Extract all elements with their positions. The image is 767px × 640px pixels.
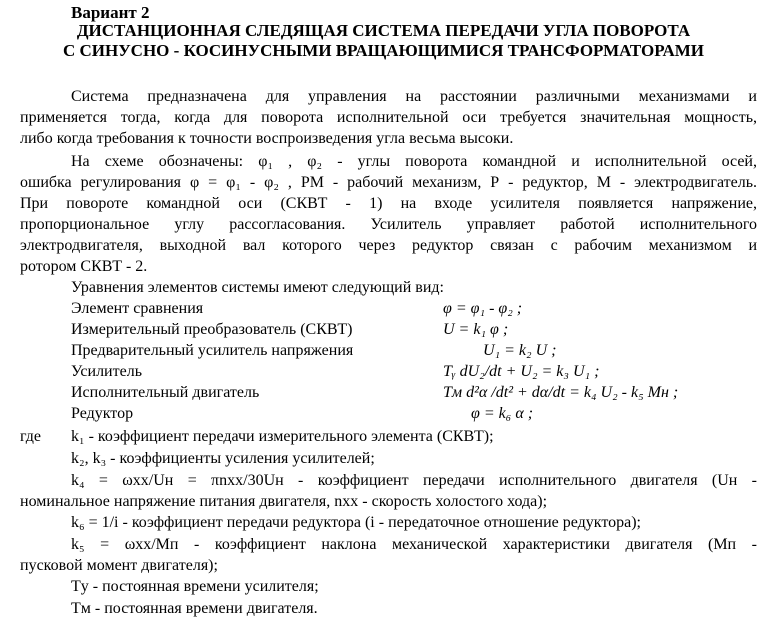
where-word: где bbox=[20, 428, 42, 445]
definition-k6: k₆ = 1/i - коэффициент передачи редуктора (i - передаточное отношение редуктора); bbox=[71, 514, 641, 531]
equation-label: Усилитель bbox=[71, 363, 142, 380]
intro-line: либо когда требования к точности воспроизведения угла весьма высоки. bbox=[20, 130, 514, 147]
equation-formula: Tм d²α /dt² + dα/dt = k₄ U₂ - k₅ Mн ; bbox=[443, 384, 679, 401]
definition-k4: k₄ = ωхх/Uн = πnхх/30Uн - коэффициент передачи исполнительного двигателя (Uн - bbox=[71, 472, 757, 489]
equation-label: Элемент сравнения bbox=[71, 300, 204, 317]
scheme-paragraph bbox=[20, 151, 757, 277]
intro-line: применяется тогда, когда для поворота исполнительной оси требуется значительная мощность, bbox=[20, 109, 757, 126]
equation-label: Предварительный усилитель напряжения bbox=[71, 342, 354, 359]
definition-tm: Tм - постоянная времени двигателя. bbox=[71, 600, 318, 617]
scheme-line: ошибка регулирования φ = φ₁ - φ₂ , РМ - рабочий механизм, Р - редуктор, М - электродвигатель. bbox=[20, 174, 757, 191]
intro-line: Система предназначена для управления на расстоянии различными механизмами и bbox=[71, 88, 757, 105]
scheme-line: пропорциональное углу рассогласования. Усилитель управляет работой исполнительного bbox=[20, 216, 757, 233]
equation-formula: U = k₁ φ ; bbox=[443, 321, 509, 338]
scheme-line: При повороте командной оси (СКВТ - 1) на входе усилителя появляется напряжение, bbox=[20, 195, 757, 212]
definition-k4-continuation: номинальное напряжение питания двигателя, nхх - скорость холостого хода); bbox=[20, 493, 548, 510]
definition-k5-continuation: пусковой момент двигателя); bbox=[20, 557, 218, 574]
equation-label: Редуктор bbox=[71, 405, 134, 422]
scheme-line: электродвигателя, выходной вал которого через редуктор связан с рабочим механизмом и bbox=[20, 237, 757, 254]
definition-k1: k₁ - коэффициент передачи измерительного элемента (СКВТ); bbox=[71, 428, 494, 445]
equation-formula: Tᵧ dU₂/dt + U₂ = k₃ U₁ ; bbox=[443, 363, 600, 380]
equation-formula: φ = φ₁ - φ₂ ; bbox=[443, 300, 523, 317]
definition-ty: Tу - постоянная времени усилителя; bbox=[71, 578, 319, 595]
document-title-line-1: ДИСТАНЦИОННАЯ СЛЕДЯЩАЯ СИСТЕМА ПЕРЕДАЧИ УГЛА ПОВОРОТА bbox=[76, 21, 691, 40]
intro-paragraph bbox=[20, 86, 757, 149]
definition-k5: k₅ = ωхх/Mп - коэффициент наклона механической характеристики двигателя (Mп - bbox=[71, 536, 757, 553]
document-title-line-2: С СИНУСНО - КОСИНУСНЫМИ ВРАЩАЮЩИМИСЯ ТРАНСФОРМАТОРАМИ bbox=[62, 41, 705, 60]
scheme-line: ротором СКВТ - 2. bbox=[20, 258, 148, 275]
equation-label: Измерительный преобразователь (СКВТ) bbox=[71, 321, 353, 338]
definition-k2-k3: k₂, k₃ - коэффициенты усиления усилителей; bbox=[71, 450, 375, 467]
equation-formula: φ = k₆ α ; bbox=[471, 405, 534, 422]
equation-label: Исполнительный двигатель bbox=[71, 384, 260, 401]
equation-formula: U₁ = k₂ U ; bbox=[483, 342, 557, 359]
scheme-line: На схеме обозначены: φ₁ , φ₂ - углы поворота командной и исполнительной осей, bbox=[71, 153, 757, 170]
equations-heading: Уравнения элементов системы имеют следующий вид: bbox=[71, 279, 444, 296]
variant-label: Вариант 2 bbox=[71, 3, 150, 22]
